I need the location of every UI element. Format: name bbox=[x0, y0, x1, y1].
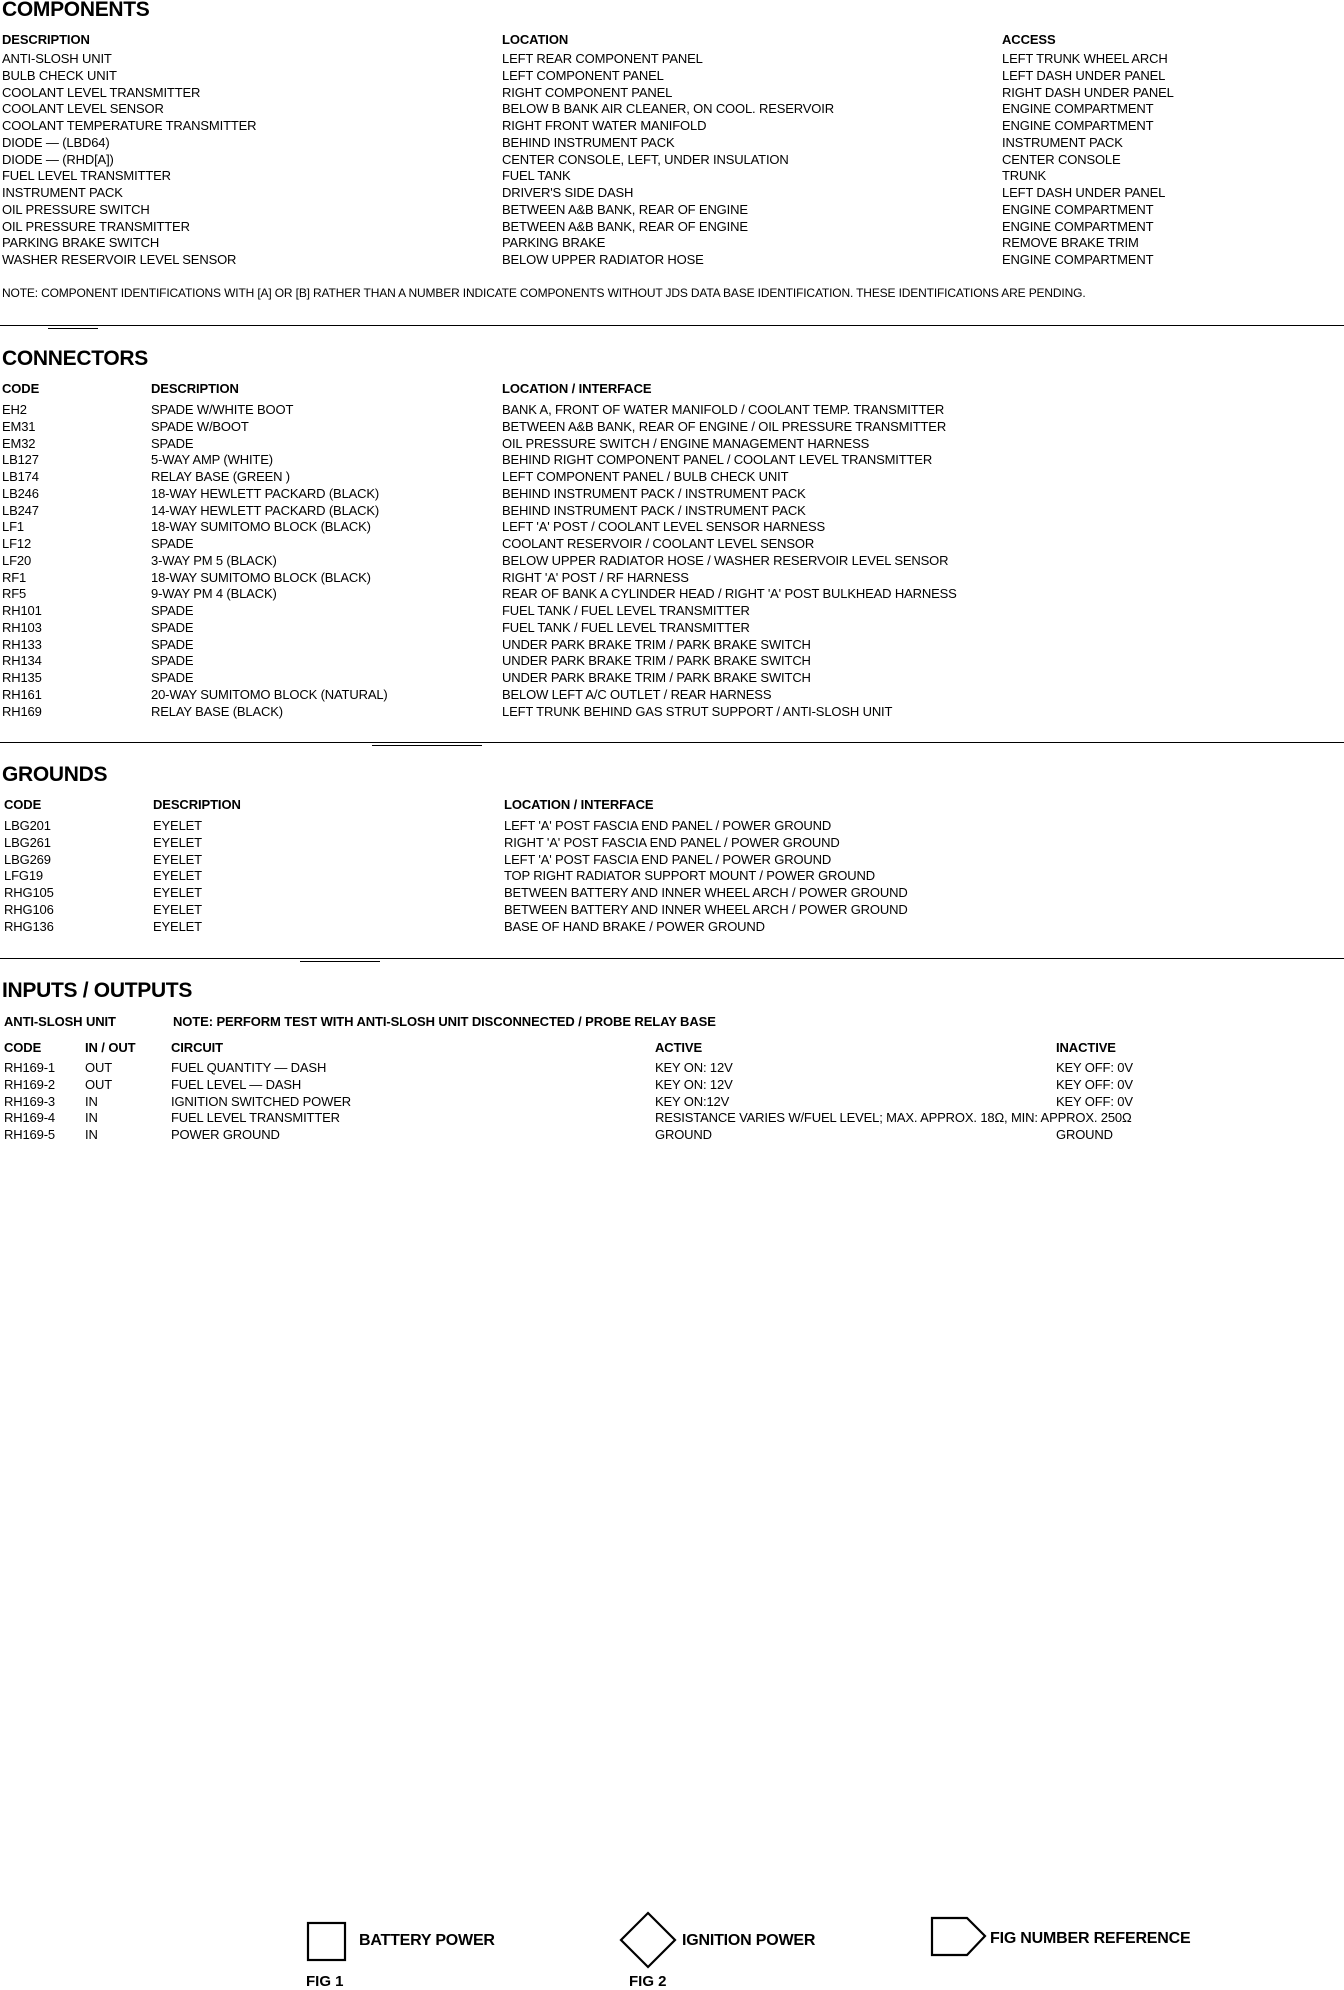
connector-location: BANK A, FRONT OF WATER MANIFOLD / COOLANT TEMP. TRANSMITTER bbox=[502, 402, 945, 417]
grounds-header-location: LOCATION / INTERFACE bbox=[504, 797, 654, 812]
connector-description: RELAY BASE (GREEN ) bbox=[151, 469, 290, 484]
io-circuit-column bbox=[171, 1060, 351, 1144]
connector-location: BELOW LEFT A/C OUTLET / REAR HARNESS bbox=[502, 686, 772, 702]
connector-description: 18-WAY HEWLETT PACKARD (BLACK) bbox=[151, 485, 380, 501]
io-circuit: FUEL LEVEL — DASH bbox=[171, 1076, 302, 1092]
connector-code: LF20 bbox=[2, 552, 32, 568]
io-code-column bbox=[4, 1060, 55, 1144]
io-code: RH169-2 bbox=[4, 1076, 55, 1092]
connector-description: SPADE bbox=[151, 653, 194, 669]
ground-location: LEFT 'A' POST FASCIA END PANEL / POWER GROUND bbox=[504, 851, 832, 867]
ground-code: LBG269 bbox=[4, 851, 51, 867]
component-access: ENGINE COMPARTMENT bbox=[1002, 218, 1154, 234]
ground-code: LBG201 bbox=[4, 818, 51, 833]
io-inout: OUT bbox=[85, 1060, 112, 1075]
ground-location: TOP RIGHT RADIATOR SUPPORT MOUNT / POWER GROUND bbox=[504, 868, 875, 884]
connector-description: SPADE bbox=[151, 536, 194, 551]
connector-location: LEFT 'A' POST / COOLANT LEVEL SENSOR HARNESS bbox=[502, 519, 825, 535]
divider-mark bbox=[300, 961, 380, 962]
component-description: PARKING BRAKE SWITCH bbox=[2, 235, 160, 251]
ground-description: EYELET bbox=[153, 901, 202, 917]
connectors-header-description: DESCRIPTION bbox=[151, 381, 239, 396]
ground-location: BETWEEN BATTERY AND INNER WHEEL ARCH / POWER GROUND bbox=[504, 901, 908, 917]
connector-description: 20-WAY SUMITOMO BLOCK (NATURAL) bbox=[151, 686, 388, 702]
io-header-inactive: INACTIVE bbox=[1056, 1040, 1116, 1055]
component-access: LEFT TRUNK WHEEL ARCH bbox=[1002, 51, 1168, 66]
component-description: COOLANT LEVEL TRANSMITTER bbox=[2, 84, 201, 100]
io-header-inout: IN / OUT bbox=[85, 1040, 136, 1055]
connector-location: UNDER PARK BRAKE TRIM / PARK BRAKE SWITCH bbox=[502, 670, 811, 685]
grounds-title: GROUNDS bbox=[2, 763, 108, 786]
io-header-circuit: CIRCUIT bbox=[171, 1040, 224, 1055]
component-access: LEFT DASH UNDER PANEL bbox=[1002, 185, 1166, 200]
connectors-location-column bbox=[502, 402, 957, 720]
components-header-access: ACCESS bbox=[1002, 32, 1056, 47]
components-header-description: DESCRIPTION bbox=[2, 32, 90, 47]
ground-description: EYELET bbox=[153, 868, 202, 884]
connector-description: SPADE bbox=[151, 619, 194, 635]
connector-description: RELAY BASE (BLACK) bbox=[151, 703, 283, 719]
component-location: RIGHT COMPONENT PANEL bbox=[502, 84, 673, 100]
connector-description: 18-WAY SUMITOMO BLOCK (BLACK) bbox=[151, 519, 371, 535]
connector-location: REAR OF BANK A CYLINDER HEAD / RIGHT 'A' POST BULKHEAD HARNESS bbox=[502, 586, 957, 602]
connector-code: LB247 bbox=[2, 502, 39, 518]
connector-description: 3-WAY PM 5 (BLACK) bbox=[151, 552, 277, 568]
connector-description: 9-WAY PM 4 (BLACK) bbox=[151, 586, 277, 602]
component-access: TRUNK bbox=[1002, 168, 1047, 184]
component-description: FUEL LEVEL TRANSMITTER bbox=[2, 168, 171, 184]
ground-code: LFG19 bbox=[4, 868, 43, 884]
connector-description: SPADE bbox=[151, 636, 194, 652]
connector-code: RH135 bbox=[2, 670, 42, 685]
io-code: RH169-4 bbox=[4, 1110, 55, 1126]
component-description: DIODE — (LBD64) bbox=[2, 134, 110, 150]
divider-mark bbox=[48, 328, 98, 329]
component-location: DRIVER'S SIDE DASH bbox=[502, 185, 634, 200]
component-location: PARKING BRAKE bbox=[502, 235, 606, 251]
component-access: ENGINE COMPARTMENT bbox=[1002, 101, 1154, 117]
component-location: CENTER CONSOLE, LEFT, UNDER INSULATION bbox=[502, 151, 789, 167]
ground-location: BETWEEN BATTERY AND INNER WHEEL ARCH / POWER GROUND bbox=[504, 885, 908, 900]
component-description: OIL PRESSURE TRANSMITTER bbox=[2, 218, 190, 234]
component-location: BEHIND INSTRUMENT PACK bbox=[502, 134, 675, 150]
io-header-code: CODE bbox=[4, 1040, 42, 1055]
divider-mark bbox=[372, 745, 482, 746]
ground-description: EYELET bbox=[153, 851, 202, 867]
component-description: COOLANT LEVEL SENSOR bbox=[2, 101, 164, 117]
fig1-label: FIG 1 bbox=[306, 1973, 344, 1990]
component-access: CENTER CONSOLE bbox=[1002, 151, 1121, 167]
ground-location: RIGHT 'A' POST FASCIA END PANEL / POWER GROUND bbox=[504, 834, 840, 850]
component-description: OIL PRESSURE SWITCH bbox=[2, 201, 150, 217]
connector-description: SPADE W/BOOT bbox=[151, 418, 249, 434]
connector-code: LB174 bbox=[2, 469, 39, 484]
connector-code: EH2 bbox=[2, 402, 27, 417]
io-circuit: FUEL QUANTITY — DASH bbox=[171, 1060, 327, 1075]
component-location: LEFT REAR COMPONENT PANEL bbox=[502, 51, 703, 66]
io-inactive: KEY OFF: 0V bbox=[1056, 1076, 1133, 1092]
grounds-header-code: CODE bbox=[4, 797, 42, 812]
io-circuit: FUEL LEVEL TRANSMITTER bbox=[171, 1110, 340, 1126]
component-location: BETWEEN A&B BANK, REAR OF ENGINE bbox=[502, 218, 748, 234]
component-description: BULB CHECK UNIT bbox=[2, 67, 117, 83]
connector-code: RH134 bbox=[2, 653, 42, 669]
divider bbox=[0, 325, 1344, 326]
io-inout-column bbox=[85, 1060, 112, 1144]
component-access: INSTRUMENT PACK bbox=[1002, 134, 1123, 150]
ground-location: LEFT 'A' POST FASCIA END PANEL / POWER GROUND bbox=[504, 818, 832, 833]
connector-description: SPADE bbox=[151, 670, 194, 685]
connector-code: RH161 bbox=[2, 686, 42, 702]
grounds-header-description: DESCRIPTION bbox=[153, 797, 241, 812]
connectors-description-column bbox=[151, 402, 388, 720]
io-note: NOTE: PERFORM TEST WITH ANTI-SLOSH UNIT DISCONNECTED / PROBE RELAY BASE bbox=[173, 1014, 716, 1029]
connector-location: UNDER PARK BRAKE TRIM / PARK BRAKE SWITCH bbox=[502, 636, 811, 652]
io-inout: OUT bbox=[85, 1076, 112, 1092]
io-code: RH169-3 bbox=[4, 1093, 55, 1109]
ground-code: LBG261 bbox=[4, 834, 51, 850]
io-inout: IN bbox=[85, 1110, 98, 1126]
component-location: FUEL TANK bbox=[502, 168, 571, 184]
pentagon-arrow-icon bbox=[931, 1917, 987, 1957]
grounds-code-column bbox=[4, 818, 54, 935]
connector-code: RH169 bbox=[2, 703, 42, 719]
divider bbox=[0, 742, 1344, 743]
component-access: ENGINE COMPARTMENT bbox=[1002, 252, 1154, 267]
diamond-icon bbox=[620, 1912, 678, 1970]
ground-description: EYELET bbox=[153, 834, 202, 850]
components-note: NOTE: COMPONENT IDENTIFICATIONS WITH [A] OR [B] RATHER THAN A NUMBER INDICATE COMPONENTS WITHOUT JDS DATA BASE IDENTIFICATION. THESE IDENTIFICATIONS ARE PENDING. bbox=[2, 286, 1086, 300]
connectors-header-code: CODE bbox=[2, 381, 40, 396]
io-active: RESISTANCE VARIES W/FUEL LEVEL; MAX. APPROX. 18Ω, MIN: APPROX. 250Ω bbox=[655, 1110, 1132, 1126]
grounds-description-column bbox=[153, 818, 202, 935]
connector-code: LF12 bbox=[2, 536, 32, 551]
io-unit-name: ANTI-SLOSH UNIT bbox=[4, 1014, 116, 1029]
connector-description: SPADE bbox=[151, 603, 194, 618]
io-inactive: KEY OFF: 0V bbox=[1056, 1093, 1133, 1109]
connector-description: SPADE bbox=[151, 435, 194, 451]
io-inactive: GROUND bbox=[1056, 1127, 1113, 1142]
connector-code: LB127 bbox=[2, 452, 39, 468]
connector-location: RIGHT 'A' POST / RF HARNESS bbox=[502, 569, 689, 585]
component-location: RIGHT FRONT WATER MANIFOLD bbox=[502, 118, 707, 133]
connector-location: BEHIND RIGHT COMPONENT PANEL / COOLANT LEVEL TRANSMITTER bbox=[502, 452, 933, 468]
component-description: DIODE — (RHD[A]) bbox=[2, 151, 114, 167]
component-location: BETWEEN A&B BANK, REAR OF ENGINE bbox=[502, 201, 748, 217]
ignition-power-label: IGNITION POWER bbox=[682, 1932, 816, 1949]
connector-code: RH133 bbox=[2, 636, 42, 652]
connector-code: RH103 bbox=[2, 619, 42, 635]
component-location: BELOW UPPER RADIATOR HOSE bbox=[502, 252, 704, 267]
connector-description: 5-WAY AMP (WHITE) bbox=[151, 452, 273, 468]
ground-description: EYELET bbox=[153, 918, 202, 934]
components-title: COMPONENTS bbox=[2, 0, 150, 21]
io-circuit: IGNITION SWITCHED POWER bbox=[171, 1093, 351, 1109]
connector-location: FUEL TANK / FUEL LEVEL TRANSMITTER bbox=[502, 619, 750, 635]
ground-code: RHG105 bbox=[4, 885, 54, 900]
component-location: LEFT COMPONENT PANEL bbox=[502, 67, 664, 83]
component-location: BELOW B BANK AIR CLEANER, ON COOL. RESERVOIR bbox=[502, 101, 834, 117]
connector-code: RF1 bbox=[2, 569, 27, 585]
components-access-column bbox=[1002, 51, 1174, 269]
io-header-active: ACTIVE bbox=[655, 1040, 703, 1055]
connector-description: SPADE W/WHITE BOOT bbox=[151, 402, 294, 417]
connector-code: EM31 bbox=[2, 418, 36, 434]
battery-power-label: BATTERY POWER bbox=[359, 1932, 495, 1949]
ground-location: BASE OF HAND BRAKE / POWER GROUND bbox=[504, 918, 765, 934]
io-code: RH169-1 bbox=[4, 1060, 55, 1075]
io-inactive bbox=[1056, 1110, 1133, 1127]
connector-description: 18-WAY SUMITOMO BLOCK (BLACK) bbox=[151, 569, 371, 585]
connector-description: 14-WAY HEWLETT PACKARD (BLACK) bbox=[151, 502, 380, 518]
divider bbox=[0, 958, 1344, 959]
components-location-column bbox=[502, 51, 834, 269]
connectors-title: CONNECTORS bbox=[2, 347, 148, 370]
connector-code: LF1 bbox=[2, 519, 24, 535]
grounds-location-column bbox=[504, 818, 908, 935]
components-description-column bbox=[2, 51, 256, 269]
io-active: KEY ON:12V bbox=[655, 1093, 730, 1109]
component-description: INSTRUMENT PACK bbox=[2, 185, 123, 200]
square-icon bbox=[307, 1922, 347, 1962]
components-header-location: LOCATION bbox=[502, 32, 569, 47]
io-inactive-column bbox=[1056, 1060, 1133, 1144]
connector-location: BELOW UPPER RADIATOR HOSE / WASHER RESERVOIR LEVEL SENSOR bbox=[502, 552, 949, 568]
component-description: WASHER RESERVOIR LEVEL SENSOR bbox=[2, 252, 237, 267]
connector-code: EM32 bbox=[2, 435, 36, 451]
ground-code: RHG106 bbox=[4, 901, 54, 917]
fig2-label: FIG 2 bbox=[629, 1973, 667, 1990]
component-description: ANTI-SLOSH UNIT bbox=[2, 51, 112, 66]
connector-location: BEHIND INSTRUMENT PACK / INSTRUMENT PACK bbox=[502, 502, 806, 518]
connector-location: UNDER PARK BRAKE TRIM / PARK BRAKE SWITCH bbox=[502, 653, 811, 669]
connectors-header-location: LOCATION / INTERFACE bbox=[502, 381, 652, 396]
component-access: ENGINE COMPARTMENT bbox=[1002, 118, 1154, 133]
connector-location: BETWEEN A&B BANK, REAR OF ENGINE / OIL PRESSURE TRANSMITTER bbox=[502, 418, 947, 434]
component-access: LEFT DASH UNDER PANEL bbox=[1002, 67, 1166, 83]
io-inactive: KEY OFF: 0V bbox=[1056, 1060, 1133, 1075]
fig-number-reference-label: FIG NUMBER REFERENCE bbox=[990, 1930, 1191, 1947]
io-circuit: POWER GROUND bbox=[171, 1127, 280, 1142]
connector-code: RF5 bbox=[2, 586, 27, 602]
connector-location: LEFT TRUNK BEHIND GAS STRUT SUPPORT / ANTI-SLOSH UNIT bbox=[502, 703, 893, 719]
io-title: INPUTS / OUTPUTS bbox=[2, 979, 193, 1002]
io-code: RH169-5 bbox=[4, 1127, 55, 1142]
io-active: GROUND bbox=[655, 1127, 712, 1142]
connector-location: COOLANT RESERVOIR / COOLANT LEVEL SENSOR bbox=[502, 536, 815, 551]
ground-description: EYELET bbox=[153, 818, 202, 833]
component-description: COOLANT TEMPERATURE TRANSMITTER bbox=[2, 118, 257, 133]
connector-location: OIL PRESSURE SWITCH / ENGINE MANAGEMENT HARNESS bbox=[502, 435, 870, 451]
connector-location: BEHIND INSTRUMENT PACK / INSTRUMENT PACK bbox=[502, 485, 806, 501]
ground-description: EYELET bbox=[153, 885, 202, 900]
component-access: RIGHT DASH UNDER PANEL bbox=[1002, 84, 1174, 100]
io-inout: IN bbox=[85, 1127, 98, 1142]
io-active: KEY ON: 12V bbox=[655, 1060, 733, 1075]
connector-code: LB246 bbox=[2, 485, 39, 501]
connectors-code-column bbox=[2, 402, 42, 720]
connector-code: RH101 bbox=[2, 603, 42, 618]
ground-code: RHG136 bbox=[4, 918, 54, 934]
connector-location: FUEL TANK / FUEL LEVEL TRANSMITTER bbox=[502, 603, 750, 618]
io-active: KEY ON: 12V bbox=[655, 1076, 733, 1092]
component-access: REMOVE BRAKE TRIM bbox=[1002, 235, 1139, 251]
component-access: ENGINE COMPARTMENT bbox=[1002, 201, 1154, 217]
connector-location: LEFT COMPONENT PANEL / BULB CHECK UNIT bbox=[502, 469, 789, 484]
io-inout: IN bbox=[85, 1093, 98, 1109]
